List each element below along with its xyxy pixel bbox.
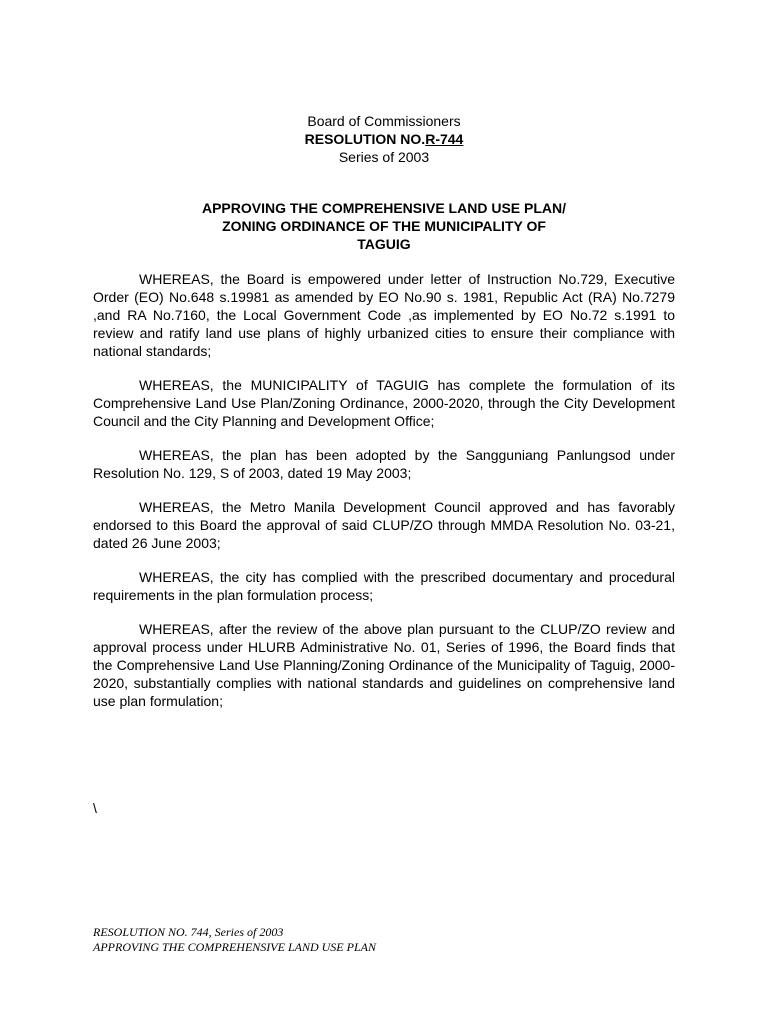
title-line-3: TAGUIG [357,236,411,252]
whereas-paragraph-1: WHEREAS, the Board is empowered under letter of Instruction No.729, Executive Order (EO) No.648 s.19981 as amended by EO No.90 s. 1981, Republic Act (RA) No.7279 ,and RA No.7160, the Local Government Code ,as implemented by EO No.72 s.1991 to review and ratify land use plans of highly urbanized cities to ensure their compliance with national standards; [93,271,675,359]
whereas-paragraph-2: WHEREAS, the MUNICIPALITY of TAGUIG has complete the formulation of its Comprehensive Land Use Plan/Zoning Ordinance, 2000-2020, through the City Development Council and the City Planning and Development Office; [93,377,675,429]
stray-mark: \ [93,800,97,816]
resolution-body [93,270,675,726]
whereas-paragraph-6: WHEREAS, after the review of the above plan pursuant to the CLUP/ZO review and approval process under HLURB Administrative No. 01, Series of 1996, the Board finds that the Comprehensive Land Use Planning/Zoning Ordinance of the Municipality of Taguig, 2000-2020, substantially complies with national standards and guidelines on comprehensive land use plan formulation; [93,621,675,709]
resolution-title [0,199,768,253]
resolution-prefix: RESOLUTION NO. [304,131,426,147]
resolution-number: R-744 [425,131,464,147]
whereas-paragraph-4: WHEREAS, the Metro Manila Development Council approved and has favorably endorsed to this Board the approval of said CLUP/ZO through MMDA Resolution No. 03-21, dated 26 June 2003; [93,499,675,551]
footer-line-2: APPROVING THE COMPREHENSIVE LAND USE PLAN [93,940,376,954]
footer-line-1: RESOLUTION NO. 744, Series of 2003 [93,925,284,939]
whereas-paragraph-5: WHEREAS, the city has complied with the prescribed documentary and procedural requirements in the plan formulation process; [93,569,675,603]
title-line-2: ZONING ORDINANCE OF THE MUNICIPALITY OF [222,218,546,234]
resolution-series: Series of 2003 [338,149,430,165]
resolution-number-line [0,130,768,148]
page-footer [93,925,376,955]
resolution-header [0,112,768,166]
whereas-paragraph-3: WHEREAS, the plan has been adopted by the Sangguniang Panlungsod under Resolution No. 129, S of 2003, dated 19 May 2003; [93,447,675,481]
title-line-1: APPROVING THE COMPREHENSIVE LAND USE PLAN/ [201,200,567,216]
board-name: Board of Commissioners [307,113,461,129]
